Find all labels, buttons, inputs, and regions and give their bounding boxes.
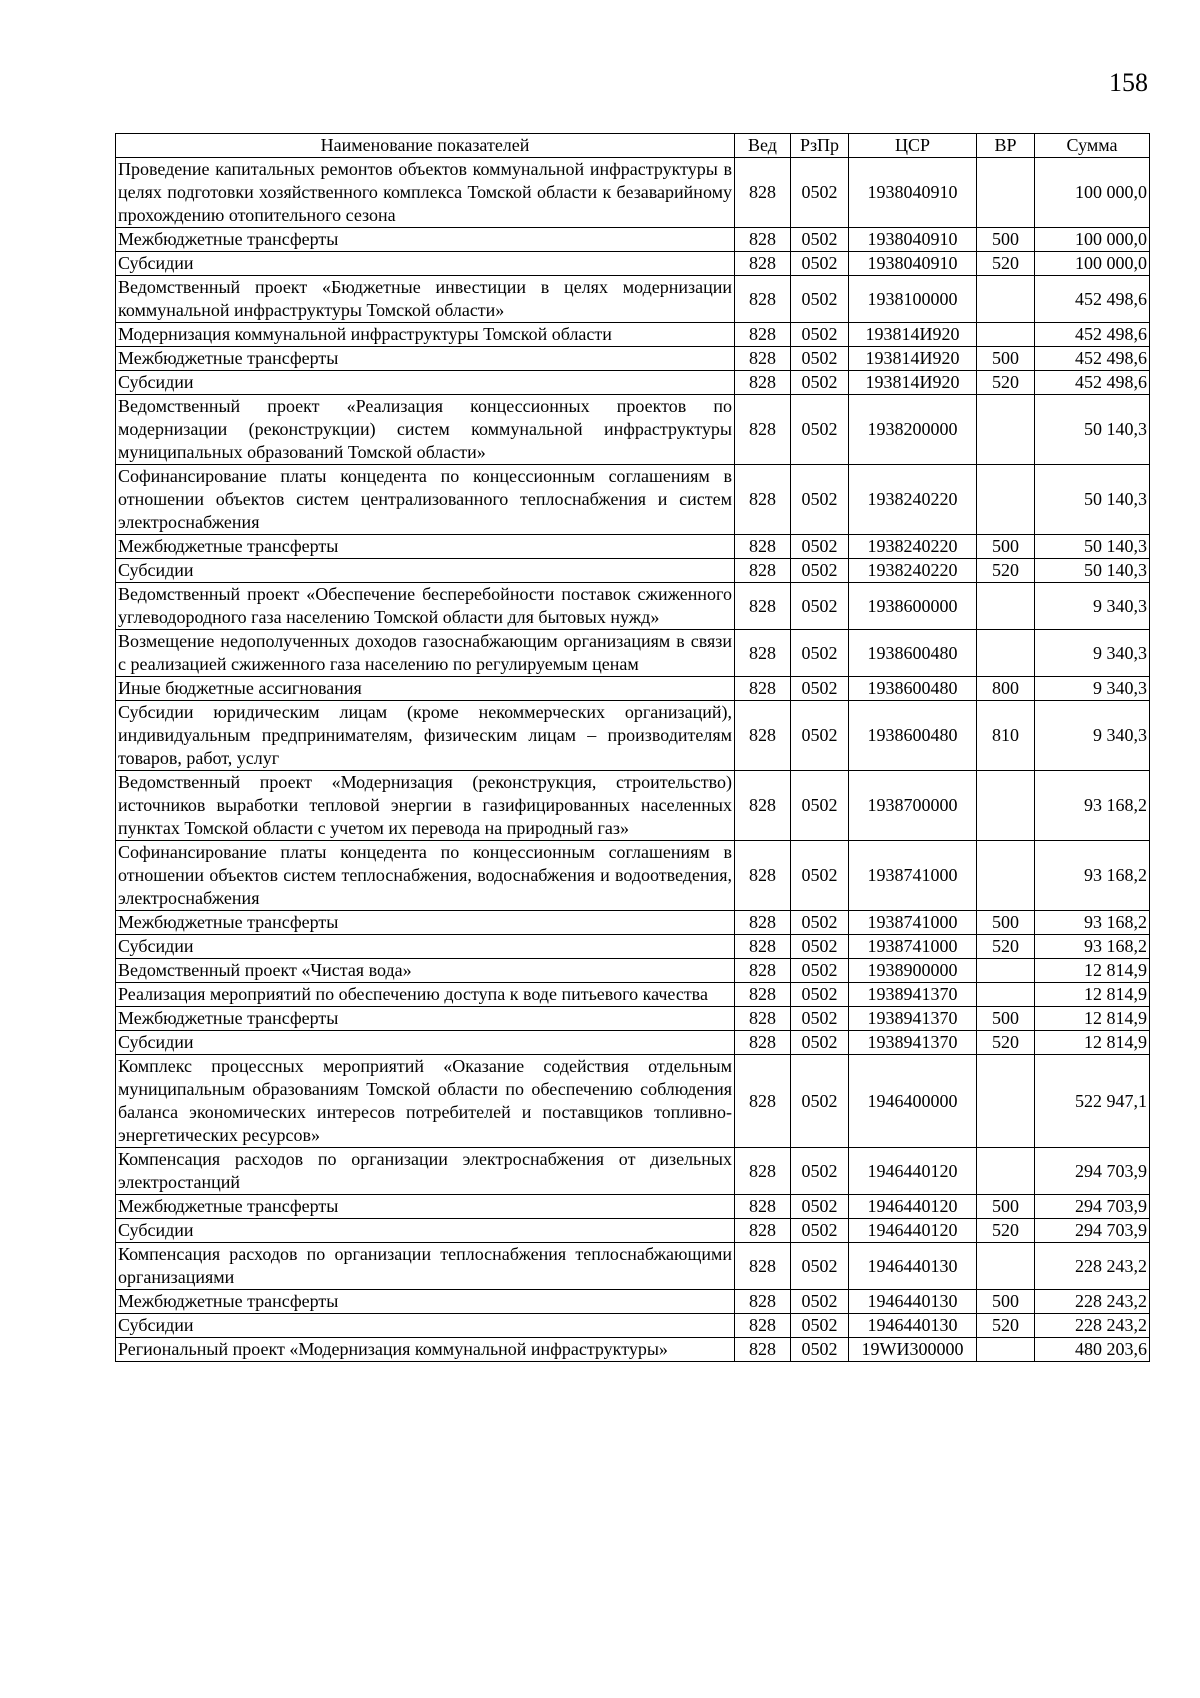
cell-rzpr: 0502 [791, 1195, 849, 1219]
cell-csr: 1946440120 [849, 1219, 977, 1243]
cell-name: Субсидии [116, 1031, 735, 1055]
cell-sum: 100 000,0 [1035, 252, 1150, 276]
cell-vr: 520 [977, 1031, 1035, 1055]
cell-ved: 828 [735, 1290, 791, 1314]
cell-csr: 19WИ300000 [849, 1338, 977, 1362]
cell-name: Комплекс процессных мероприятий «Оказание содействия отдельным муниципальным образованиям Томской области по обеспечению соблюдения баланса экономических интересов потребителей и поставщиков топливно-энергетических ресурсов» [116, 1055, 735, 1148]
cell-sum: 93 168,2 [1035, 935, 1150, 959]
cell-csr: 1938941370 [849, 1031, 977, 1055]
table-row [116, 1007, 1150, 1031]
budget-table [115, 133, 1150, 1362]
cell-sum: 294 703,9 [1035, 1148, 1150, 1195]
table-row [116, 559, 1150, 583]
cell-csr: 193814И920 [849, 371, 977, 395]
cell-csr: 1938240220 [849, 465, 977, 535]
cell-name: Межбюджетные трансферты [116, 1195, 735, 1219]
cell-ved: 828 [735, 1243, 791, 1290]
cell-sum: 9 340,3 [1035, 701, 1150, 771]
cell-name: Ведомственный проект «Модернизация (реконструкция, строительство) источников выработки тепловой энергии в газифицированных населенных пунктах Томской области с учетом их перевода на природный газ» [116, 771, 735, 841]
table-row [116, 1195, 1150, 1219]
cell-vr: 520 [977, 559, 1035, 583]
cell-rzpr: 0502 [791, 323, 849, 347]
cell-csr: 1938040910 [849, 158, 977, 228]
cell-vr [977, 1338, 1035, 1362]
page-number: 158 [1109, 68, 1148, 97]
cell-vr: 520 [977, 1314, 1035, 1338]
cell-ved: 828 [735, 677, 791, 701]
cell-vr: 500 [977, 1007, 1035, 1031]
cell-rzpr: 0502 [791, 771, 849, 841]
cell-rzpr: 0502 [791, 1055, 849, 1148]
cell-name: Межбюджетные трансферты [116, 911, 735, 935]
cell-vr [977, 323, 1035, 347]
header-ved: Вед [735, 134, 791, 158]
cell-sum: 480 203,6 [1035, 1338, 1150, 1362]
cell-rzpr: 0502 [791, 1243, 849, 1290]
cell-name: Межбюджетные трансферты [116, 1290, 735, 1314]
cell-ved: 828 [735, 583, 791, 630]
table-row [116, 1314, 1150, 1338]
cell-sum: 522 947,1 [1035, 1055, 1150, 1148]
cell-ved: 828 [735, 323, 791, 347]
table-row [116, 228, 1150, 252]
cell-sum: 12 814,9 [1035, 983, 1150, 1007]
cell-sum: 100 000,0 [1035, 158, 1150, 228]
cell-ved: 828 [735, 1007, 791, 1031]
table-row [116, 1243, 1150, 1290]
cell-name: Ведомственный проект «Бюджетные инвестиции в целях модернизации коммунальной инфраструктуры Томской области» [116, 276, 735, 323]
cell-sum: 294 703,9 [1035, 1195, 1150, 1219]
cell-vr [977, 583, 1035, 630]
cell-sum: 228 243,2 [1035, 1314, 1150, 1338]
cell-vr: 520 [977, 252, 1035, 276]
cell-csr: 1938700000 [849, 771, 977, 841]
table-row [116, 535, 1150, 559]
cell-csr: 1946440130 [849, 1290, 977, 1314]
cell-sum: 9 340,3 [1035, 583, 1150, 630]
cell-sum: 12 814,9 [1035, 1031, 1150, 1055]
cell-rzpr: 0502 [791, 841, 849, 911]
cell-ved: 828 [735, 701, 791, 771]
cell-csr: 1938100000 [849, 276, 977, 323]
cell-ved: 828 [735, 1055, 791, 1148]
cell-sum: 50 140,3 [1035, 535, 1150, 559]
cell-csr: 1938040910 [849, 228, 977, 252]
cell-csr: 1946440120 [849, 1148, 977, 1195]
cell-sum: 100 000,0 [1035, 228, 1150, 252]
cell-rzpr: 0502 [791, 228, 849, 252]
cell-sum: 50 140,3 [1035, 395, 1150, 465]
cell-rzpr: 0502 [791, 371, 849, 395]
cell-vr [977, 1243, 1035, 1290]
cell-rzpr: 0502 [791, 1007, 849, 1031]
cell-vr [977, 771, 1035, 841]
cell-ved: 828 [735, 371, 791, 395]
cell-vr [977, 276, 1035, 323]
cell-ved: 828 [735, 935, 791, 959]
cell-csr: 1938600480 [849, 677, 977, 701]
cell-rzpr: 0502 [791, 1219, 849, 1243]
cell-name: Субсидии [116, 559, 735, 583]
cell-ved: 828 [735, 535, 791, 559]
cell-ved: 828 [735, 395, 791, 465]
cell-csr: 1946400000 [849, 1055, 977, 1148]
header-row [116, 134, 1150, 158]
table-row [116, 630, 1150, 677]
cell-csr: 1938600480 [849, 630, 977, 677]
cell-name: Софинансирование платы концедента по концессионным соглашениям в отношении объектов систем централизованного теплоснабжения и систем электроснабжения [116, 465, 735, 535]
cell-csr: 1938741000 [849, 935, 977, 959]
cell-name: Межбюджетные трансферты [116, 228, 735, 252]
cell-name: Реализация мероприятий по обеспечению доступа к воде питьевого качества [116, 983, 735, 1007]
cell-name: Субсидии [116, 1219, 735, 1243]
cell-ved: 828 [735, 1195, 791, 1219]
cell-csr: 1938240220 [849, 559, 977, 583]
cell-sum: 9 340,3 [1035, 630, 1150, 677]
cell-ved: 828 [735, 911, 791, 935]
cell-name: Межбюджетные трансферты [116, 347, 735, 371]
cell-vr: 800 [977, 677, 1035, 701]
cell-name: Региональный проект «Модернизация коммунальной инфраструктуры» [116, 1338, 735, 1362]
cell-vr [977, 158, 1035, 228]
cell-sum: 50 140,3 [1035, 465, 1150, 535]
cell-name: Межбюджетные трансферты [116, 535, 735, 559]
cell-csr: 1946440120 [849, 1195, 977, 1219]
table-row [116, 347, 1150, 371]
table-row [116, 959, 1150, 983]
cell-vr: 500 [977, 347, 1035, 371]
cell-name: Иные бюджетные ассигнования [116, 677, 735, 701]
cell-csr: 193814И920 [849, 347, 977, 371]
cell-rzpr: 0502 [791, 935, 849, 959]
cell-name: Межбюджетные трансферты [116, 1007, 735, 1031]
cell-rzpr: 0502 [791, 983, 849, 1007]
cell-csr: 1938941370 [849, 1007, 977, 1031]
cell-name: Субсидии [116, 1314, 735, 1338]
cell-rzpr: 0502 [791, 701, 849, 771]
table-row [116, 841, 1150, 911]
cell-sum: 12 814,9 [1035, 959, 1150, 983]
cell-vr [977, 983, 1035, 1007]
header-csr: ЦСР [849, 134, 977, 158]
cell-ved: 828 [735, 347, 791, 371]
cell-name: Субсидии [116, 252, 735, 276]
cell-name: Субсидии [116, 935, 735, 959]
cell-name: Проведение капитальных ремонтов объектов коммунальной инфраструктуры в целях подготовки хозяйственного комплекса Томской области к безаварийному прохождению отопительного сезона [116, 158, 735, 228]
cell-vr: 500 [977, 1290, 1035, 1314]
cell-csr: 1946440130 [849, 1243, 977, 1290]
table-row [116, 677, 1150, 701]
header-name: Наименование показателей [116, 134, 735, 158]
table-row [116, 983, 1150, 1007]
cell-rzpr: 0502 [791, 1031, 849, 1055]
cell-name: Субсидии [116, 371, 735, 395]
cell-csr: 1938741000 [849, 841, 977, 911]
table-row [116, 158, 1150, 228]
table-row [116, 371, 1150, 395]
table-row [116, 1290, 1150, 1314]
cell-csr: 1938600000 [849, 583, 977, 630]
cell-ved: 828 [735, 630, 791, 677]
cell-sum: 228 243,2 [1035, 1243, 1150, 1290]
table-row [116, 252, 1150, 276]
cell-ved: 828 [735, 983, 791, 1007]
cell-rzpr: 0502 [791, 959, 849, 983]
cell-name: Модернизация коммунальной инфраструктуры Томской области [116, 323, 735, 347]
table-row [116, 1338, 1150, 1362]
cell-rzpr: 0502 [791, 583, 849, 630]
table-row [116, 583, 1150, 630]
cell-vr: 500 [977, 1195, 1035, 1219]
table-row [116, 323, 1150, 347]
cell-rzpr: 0502 [791, 630, 849, 677]
cell-name: Ведомственный проект «Обеспечение бесперебойности поставок сжиженного углеводородного газа населению Томской области для бытовых нужд» [116, 583, 735, 630]
cell-rzpr: 0502 [791, 252, 849, 276]
cell-sum: 452 498,6 [1035, 323, 1150, 347]
cell-sum: 93 168,2 [1035, 771, 1150, 841]
table-row [116, 701, 1150, 771]
cell-csr: 1938900000 [849, 959, 977, 983]
cell-name: Субсидии юридическим лицам (кроме некоммерческих организаций), индивидуальным предпринимателям, физическим лицам – производителям товаров, работ, услуг [116, 701, 735, 771]
cell-vr: 500 [977, 535, 1035, 559]
table-row [116, 1031, 1150, 1055]
cell-csr: 1938741000 [849, 911, 977, 935]
cell-rzpr: 0502 [791, 465, 849, 535]
cell-sum: 228 243,2 [1035, 1290, 1150, 1314]
cell-csr: 1946440130 [849, 1314, 977, 1338]
cell-vr [977, 959, 1035, 983]
table-row [116, 1219, 1150, 1243]
cell-ved: 828 [735, 276, 791, 323]
cell-sum: 93 168,2 [1035, 841, 1150, 911]
cell-csr: 1938600480 [849, 701, 977, 771]
cell-csr: 1938200000 [849, 395, 977, 465]
table-row [116, 465, 1150, 535]
cell-vr [977, 1148, 1035, 1195]
cell-ved: 828 [735, 465, 791, 535]
cell-vr: 500 [977, 911, 1035, 935]
cell-sum: 294 703,9 [1035, 1219, 1150, 1243]
table-body [116, 158, 1150, 1362]
cell-vr: 500 [977, 228, 1035, 252]
header-sum: Сумма [1035, 134, 1150, 158]
table-row [116, 911, 1150, 935]
header-rzpr: РзПр [791, 134, 849, 158]
cell-rzpr: 0502 [791, 158, 849, 228]
table-row [116, 1148, 1150, 1195]
cell-csr: 1938040910 [849, 252, 977, 276]
cell-vr [977, 465, 1035, 535]
cell-name: Возмещение недополученных доходов газоснабжающим организациям в связи с реализацией сжиженного газа населению по регулируемым ценам [116, 630, 735, 677]
cell-name: Компенсация расходов по организации теплоснабжения теплоснабжающими организациями [116, 1243, 735, 1290]
cell-ved: 828 [735, 1031, 791, 1055]
cell-ved: 828 [735, 228, 791, 252]
cell-vr: 520 [977, 371, 1035, 395]
cell-rzpr: 0502 [791, 1290, 849, 1314]
cell-rzpr: 0502 [791, 559, 849, 583]
cell-rzpr: 0502 [791, 1338, 849, 1362]
cell-vr: 520 [977, 935, 1035, 959]
cell-csr: 193814И920 [849, 323, 977, 347]
cell-rzpr: 0502 [791, 1314, 849, 1338]
header-vr: ВР [977, 134, 1035, 158]
cell-rzpr: 0502 [791, 911, 849, 935]
table-header [116, 134, 1150, 158]
cell-rzpr: 0502 [791, 677, 849, 701]
cell-rzpr: 0502 [791, 535, 849, 559]
cell-ved: 828 [735, 1338, 791, 1362]
cell-sum: 452 498,6 [1035, 276, 1150, 323]
cell-vr [977, 630, 1035, 677]
cell-ved: 828 [735, 1148, 791, 1195]
cell-name: Софинансирование платы концедента по концессионным соглашениям в отношении объектов систем теплоснабжения, водоснабжения и водоотведения, электроснабжения [116, 841, 735, 911]
cell-ved: 828 [735, 559, 791, 583]
cell-sum: 452 498,6 [1035, 371, 1150, 395]
cell-name: Ведомственный проект «Реализация концессионных проектов по модернизации (реконструкции) систем коммунальной инфраструктуры муниципальных образований Томской области» [116, 395, 735, 465]
cell-rzpr: 0502 [791, 347, 849, 371]
cell-ved: 828 [735, 252, 791, 276]
cell-csr: 1938941370 [849, 983, 977, 1007]
cell-vr: 520 [977, 1219, 1035, 1243]
table-row [116, 771, 1150, 841]
table-row [116, 935, 1150, 959]
cell-sum: 50 140,3 [1035, 559, 1150, 583]
cell-ved: 828 [735, 1219, 791, 1243]
cell-name: Компенсация расходов по организации электроснабжения от дизельных электростанций [116, 1148, 735, 1195]
cell-ved: 828 [735, 841, 791, 911]
cell-sum: 9 340,3 [1035, 677, 1150, 701]
cell-name: Ведомственный проект «Чистая вода» [116, 959, 735, 983]
cell-vr [977, 1055, 1035, 1148]
cell-sum: 12 814,9 [1035, 1007, 1150, 1031]
table-row [116, 276, 1150, 323]
cell-ved: 828 [735, 1314, 791, 1338]
cell-rzpr: 0502 [791, 1148, 849, 1195]
table-row [116, 395, 1150, 465]
cell-rzpr: 0502 [791, 276, 849, 323]
cell-ved: 828 [735, 158, 791, 228]
cell-sum: 93 168,2 [1035, 911, 1150, 935]
cell-vr [977, 841, 1035, 911]
cell-sum: 452 498,6 [1035, 347, 1150, 371]
table-row [116, 1055, 1150, 1148]
cell-vr: 810 [977, 701, 1035, 771]
cell-rzpr: 0502 [791, 395, 849, 465]
cell-ved: 828 [735, 959, 791, 983]
cell-vr [977, 395, 1035, 465]
cell-ved: 828 [735, 771, 791, 841]
cell-csr: 1938240220 [849, 535, 977, 559]
